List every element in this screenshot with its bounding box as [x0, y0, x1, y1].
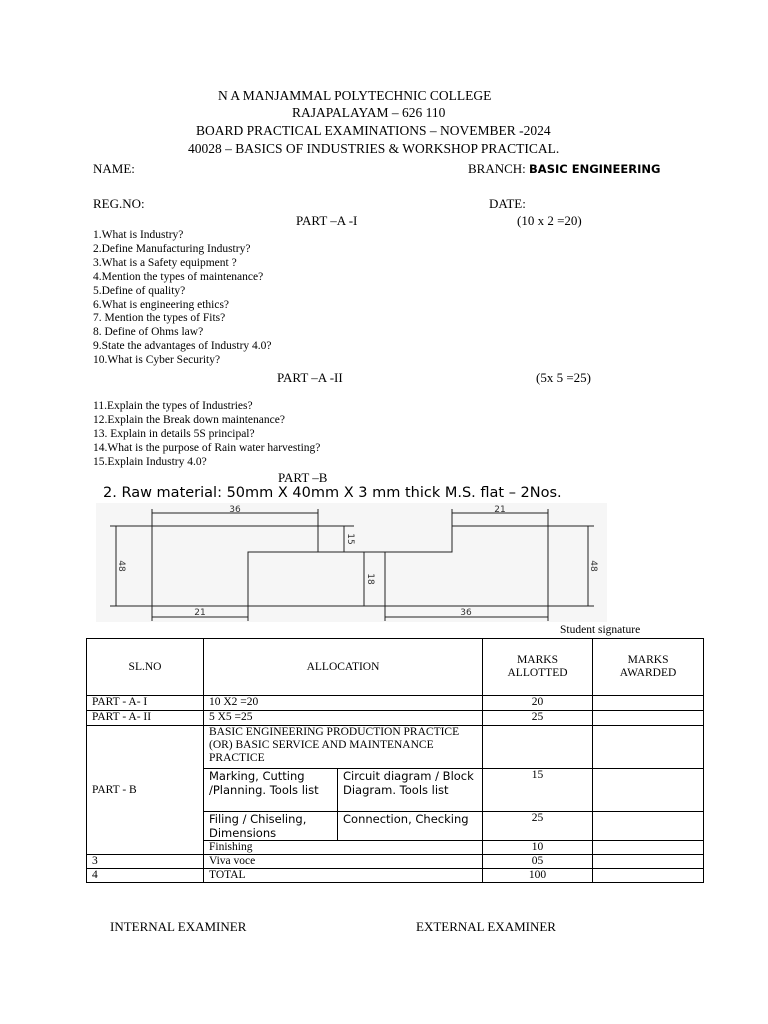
row-marks: 15	[483, 769, 593, 812]
row-allocation-service: Connection, Checking	[338, 812, 483, 841]
question-item: 10.What is Cyber Security?	[93, 354, 221, 367]
dim-label: 21	[194, 608, 206, 618]
question-item: 1.What is Industry?	[93, 229, 184, 241]
table-header-row	[87, 639, 704, 696]
college-name: N A MANJAMMAL POLYTECHNIC COLLEGE	[218, 88, 492, 103]
part-a1-questions	[93, 229, 272, 368]
question-item: 15.Explain Industry 4.0?	[93, 455, 207, 468]
table-row	[87, 855, 704, 869]
row-allocation-heading: BASIC ENGINEERING PRODUCTION PRACTICE (OR) BASIC SERVICE AND MAINTENANCE PRACTICE	[204, 726, 483, 769]
dim-label: 36	[460, 608, 472, 618]
date-label: DATE:	[489, 196, 526, 211]
row-awarded	[593, 711, 704, 726]
part-a2-questions	[93, 400, 320, 470]
row-sl: 3	[87, 855, 204, 869]
question-item: 14.What is the purpose of Rain water harvesting?	[93, 441, 321, 454]
table-row	[87, 726, 704, 769]
question-item: 4.Mention the types of maintenance?	[93, 270, 264, 283]
row-awarded	[593, 726, 704, 769]
part-a1-title: PART –A -I	[296, 213, 358, 228]
row-sl: PART - B	[87, 726, 204, 855]
dim-label: 15	[345, 533, 355, 545]
header-marks-allotted: MARKS ALLOTTED	[483, 639, 593, 696]
row-marks: 100	[483, 869, 593, 883]
raw-material-text: 2. Raw material: 50mm X 40mm X 3 mm thick M.S. flat – 2Nos.	[103, 485, 562, 501]
question-item: 9.State the advantages of Industry 4.0?	[93, 340, 272, 353]
row-marks: 25	[483, 812, 593, 841]
exam-title: BOARD PRACTICAL EXAMINATIONS – NOVEMBER -2024	[196, 123, 551, 138]
part-a2-title: PART –A -II	[277, 370, 343, 385]
question-item: 2.Define Manufacturing Industry?	[93, 242, 251, 255]
college-place: RAJAPALAYAM – 626 110	[292, 105, 446, 120]
row-allocation-production: Filing / Chiseling, Dimensions	[204, 812, 338, 841]
row-sl: 4	[87, 869, 204, 883]
table-row	[87, 696, 704, 711]
table-row	[87, 869, 704, 883]
row-allocation: Viva voce	[204, 855, 483, 869]
row-awarded	[593, 769, 704, 812]
question-item: 11.Explain the types of Industries?	[93, 400, 253, 412]
regno-label: REG.NO:	[93, 196, 145, 211]
row-marks: 20	[483, 696, 593, 711]
dim-label: 48	[116, 560, 126, 572]
student-signature: Student signature	[560, 624, 641, 636]
question-item: 8. Define of Ohms law?	[93, 326, 204, 339]
row-allocation-service: Circuit diagram / Block Diagram. Tools list	[338, 769, 483, 812]
row-awarded	[593, 841, 704, 855]
row-allocation-production: Marking, Cutting /Planning. Tools list	[204, 769, 338, 812]
question-item: 12.Explain the Break down maintenance?	[93, 413, 285, 426]
row-marks: 05	[483, 855, 593, 869]
header-marks-awarded: MARKS AWARDED	[593, 639, 704, 696]
row-awarded	[593, 855, 704, 869]
question-item: 3.What is a Safety equipment ?	[93, 256, 237, 269]
question-item: 13. Explain in details 5S principal?	[93, 427, 255, 440]
row-awarded	[593, 696, 704, 711]
dim-label: 21	[494, 505, 506, 515]
header-slno: SL.NO	[87, 639, 204, 696]
dim-label: 36	[229, 505, 241, 515]
subject-title: 40028 – BASICS OF INDUSTRIES & WORKSHOP PRACTICAL.	[188, 141, 560, 156]
external-examiner: EXTERNAL EXAMINER	[416, 919, 556, 934]
row-allocation: TOTAL	[204, 869, 483, 883]
dim-label: 18	[365, 573, 375, 585]
internal-examiner: INTERNAL EXAMINER	[110, 919, 247, 934]
branch-value: BASIC ENGINEERING	[529, 162, 661, 176]
drawing-background	[96, 503, 607, 622]
row-sl: PART - A- II	[87, 711, 204, 726]
row-marks: 25	[483, 711, 593, 726]
marks-table	[86, 638, 704, 883]
part-a1-marks: (10 x 2 =20)	[517, 213, 582, 228]
row-allocation: Finishing	[204, 841, 483, 855]
branch-label	[468, 161, 660, 177]
row-marks	[483, 726, 593, 769]
part-b-title: PART –B	[278, 470, 328, 485]
row-sl: PART - A- I	[87, 696, 204, 711]
row-allocation: 10 X2 =20	[204, 696, 483, 711]
question-item: 5.Define of quality?	[93, 284, 186, 297]
dim-label: 48	[588, 560, 598, 572]
part-a2-marks: (5x 5 =25)	[536, 370, 591, 385]
row-awarded	[593, 869, 704, 883]
row-allocation: 5 X5 =25	[204, 711, 483, 726]
branch-label-text: BRANCH:	[468, 161, 526, 176]
row-marks: 10	[483, 841, 593, 855]
question-item: 6.What is engineering ethics?	[93, 298, 230, 311]
row-awarded	[593, 812, 704, 841]
name-label: NAME:	[93, 161, 135, 176]
question-item: 7. Mention the types of Fits?	[93, 312, 226, 325]
table-row	[87, 711, 704, 726]
header-allocation: ALLOCATION	[204, 639, 483, 696]
workpiece-drawing	[96, 503, 607, 622]
